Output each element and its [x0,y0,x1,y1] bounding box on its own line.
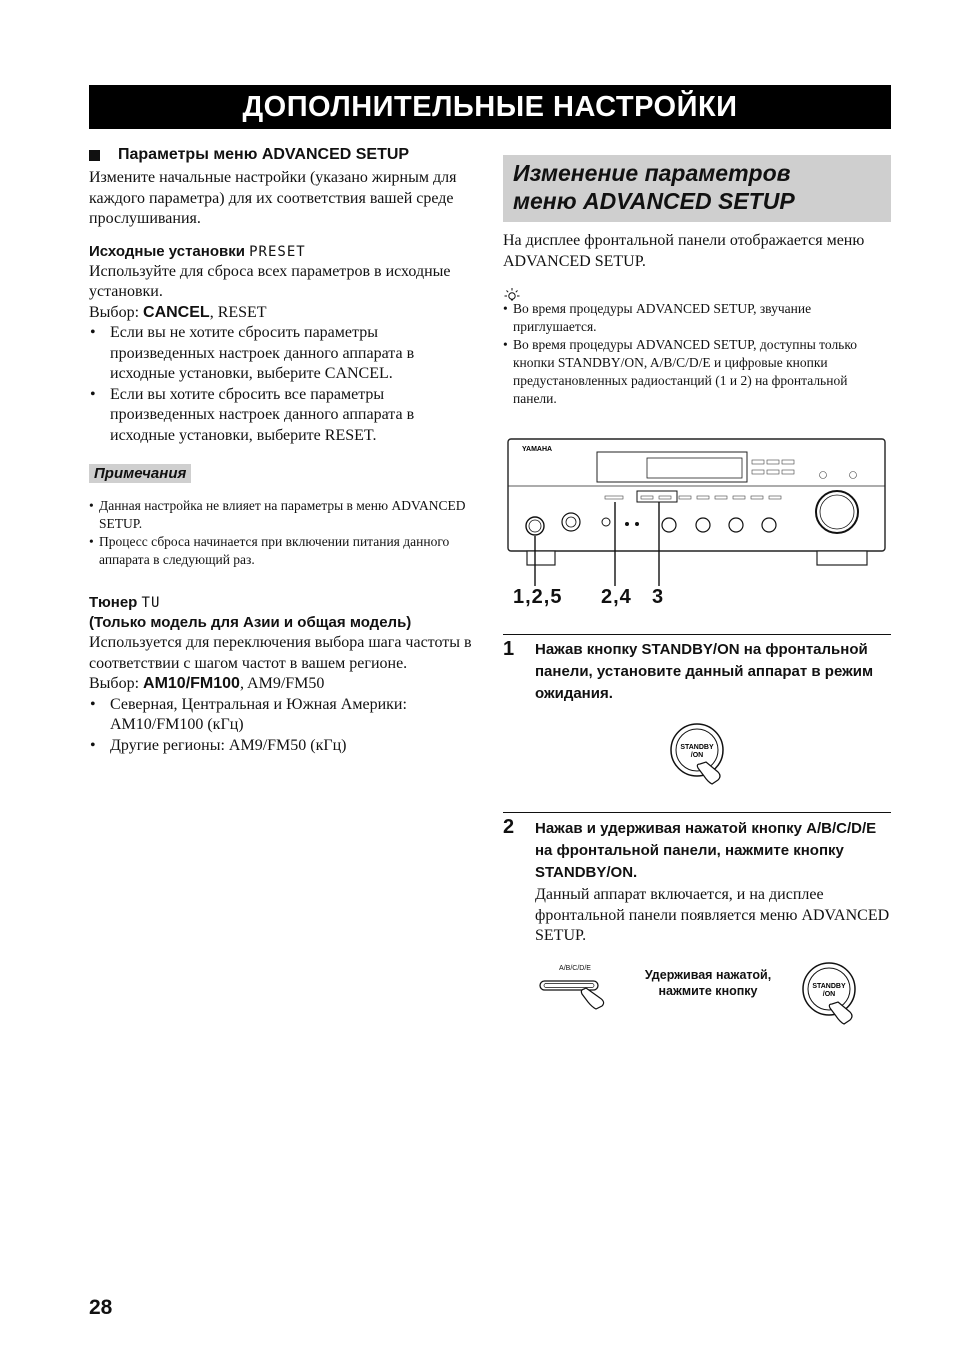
tuner-choice-label: Выбор: [89,675,144,692]
tuner-heading-text: Тюнер [89,594,138,611]
tips-list [503,300,891,408]
callout-preset: 3 [652,586,665,608]
step-1-number: 1 [503,638,515,660]
list-item: • Во время процедуры ADVANCED SETUP, звучание приглушается. [503,300,891,336]
standby-button-illustration-1 [668,720,730,786]
section-heading-text: Параметры меню ADVANCED SETUP [118,146,410,163]
callout-standby: 1,2,5 [513,586,563,608]
page-title: ДОПОЛНИТЕЛЬНЫЕ НАСТРОЙКИ [89,85,891,129]
right-intro: На дисплее фронтальной панели отображается меню ADVANCED SETUP. [503,232,865,270]
list-item: • Если вы не хотите сбросить параметры произведенных настроек данного аппарата в исходные установки, выберите CANCEL. [89,323,481,385]
list-item: • Если вы хотите сбросить все параметры произведенных настроек данного аппарата в исходные установки, выберите RESET. [89,385,481,447]
standby-label: STANDBY [812,983,846,990]
notes-label: Примечания [89,464,191,483]
tuner-choice-default: AM10/FM100 [143,675,240,692]
section-heading [89,146,481,164]
list-item: • Другие регионы: AM9/FM50 (кГц) [89,736,481,757]
notes-list [89,497,481,569]
preset-bullets [89,323,481,446]
receiver-front-panel-illustration [507,438,887,614]
callout-abcde: 2,4 [601,586,632,608]
preset-desc: Используйте для сброса всех параметров в исходные установки. [89,262,451,300]
tuner-choice [89,674,481,695]
list-item: • Данная настройка не влияет на параметры в меню ADVANCED SETUP. [89,497,481,533]
subsection-title-line-1: Изменение параметров [513,160,791,186]
finger-press-icon [581,988,603,1009]
preset-heading-text: Исходные установки [89,242,245,260]
step-2-body: Данный аппарат включается, и на дисплее фронтальной панели появляется меню ADVANCED SETUP. [535,886,890,944]
square-bullet-icon [89,150,100,161]
left-column [89,146,481,756]
list-item: • Во время процедуры ADVANCED SETUP, доступны только кнопки STANDBY/ON, A/B/C/D/E и цифровые кнопки предустановленных радиостанций (1 и 2) на фронтальной панели. [503,336,891,408]
step-2-divider [503,812,891,813]
standby-button-illustration-2 [800,962,862,1026]
tuner-heading [89,593,481,613]
abcde-button-illustration [538,976,616,1010]
preset-choice [89,303,481,324]
standby-label-on: /ON [690,752,704,759]
step-2-text: Нажав и удерживая нажатой кнопку A/B/C/D/E на фронтальной панели, нажмите кнопку STANDBY/ON. [535,820,877,881]
subsection-title-line-2: меню ADVANCED SETUP [513,188,795,214]
preset-heading [89,242,481,262]
section-intro: Измените начальные настройки (указано жирным для каждого параметра) для их соответствия вашей среде прослушивания. [89,169,457,227]
receiver-brand: YAMAHA [522,446,553,453]
step-1-divider [503,634,891,635]
standby-label: STANDBY [680,744,714,751]
tuner-subheading: (Только модель для Азии и общая модель) [89,614,412,631]
step-1-text: Нажав кнопку STANDBY/ON на фронтальной панели, установите данный аппарат в режим ожидания. [535,641,874,702]
tuner-bullets [89,695,481,757]
subsection-title [503,155,891,222]
page-number: 28 [89,1296,113,1319]
preset-choice-default: CANCEL [143,303,210,321]
preset-code: PRESET [249,243,306,260]
tuner-desc: Используется для переключения выбора шага частоты в соответствии с шагом частот в вашем регионе. [89,634,472,672]
step-2-number: 2 [503,816,515,838]
tuner-code: TU [141,595,161,611]
list-item: • Процесс сброса начинается при включении питания данного аппарата в следующий раз. [89,533,481,569]
tuner-choice-rest: , AM9/FM50 [239,675,325,692]
standby-label-on: /ON [822,991,836,998]
abcde-label: A/B/C/D/E [559,965,591,972]
list-item: • Северная, Центральная и Южная Америки: AM10/FM100 (кГц) [89,695,481,736]
preset-choice-label: Выбор: [89,303,144,321]
preset-choice-rest: , RESET [209,303,267,321]
hold-and-press-label: Удерживая нажатой, нажмите кнопку [644,968,772,998]
